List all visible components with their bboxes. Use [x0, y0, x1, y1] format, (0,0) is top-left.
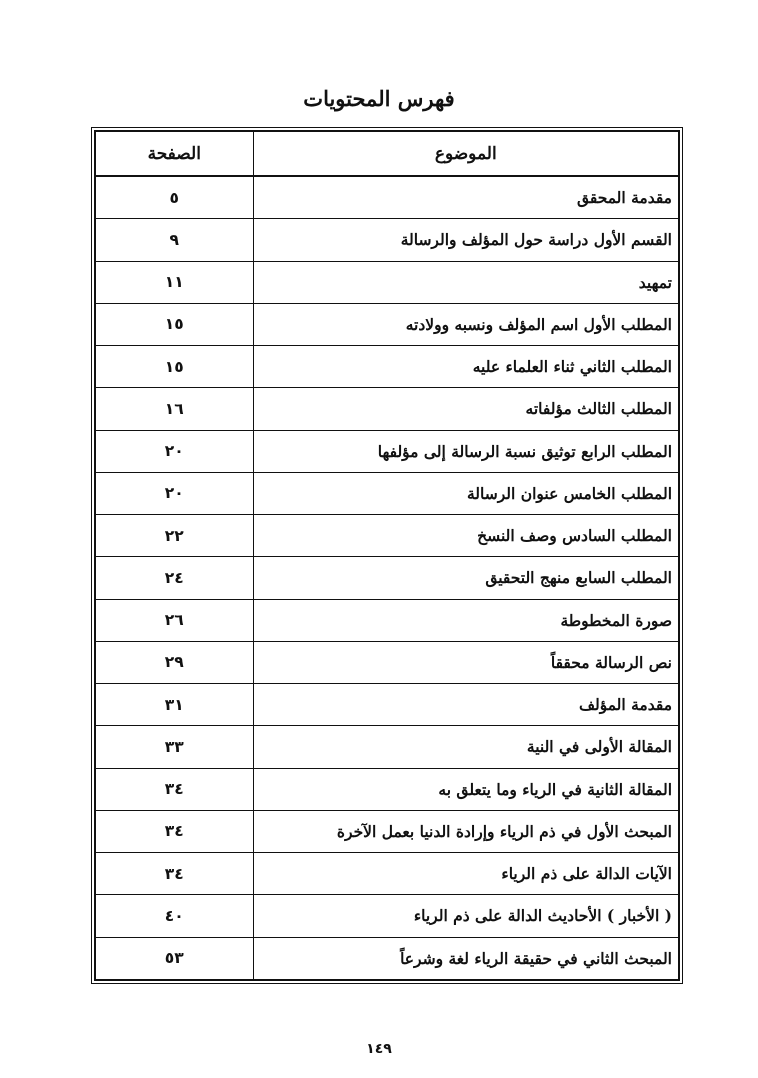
page-cell: ٥: [95, 176, 253, 219]
page-cell: ١٦: [95, 388, 253, 430]
table-row: [95, 261, 679, 303]
table-row: [95, 176, 679, 219]
topic-cell: نص الرسالة محققاً: [253, 641, 679, 683]
topic-header: الموضوع: [253, 131, 679, 176]
page-cell: ٢٦: [95, 599, 253, 641]
topic-cell: المطلب الثالث مؤلفاته: [253, 388, 679, 430]
table-row: [95, 557, 679, 599]
topic-cell: المطلب الخامس عنوان الرسالة: [253, 472, 679, 514]
page-cell: ٣٣: [95, 726, 253, 768]
page-cell: ٢٢: [95, 515, 253, 557]
page-cell: ٥٣: [95, 937, 253, 980]
topic-cell: المقالة الثانية في الرياء وما يتعلق به: [253, 768, 679, 810]
table-row: [95, 810, 679, 852]
page-cell: ٣٤: [95, 853, 253, 895]
table-row: [95, 599, 679, 641]
table-row: [95, 472, 679, 514]
table-row: [95, 853, 679, 895]
topic-cell: الآيات الدالة على ذم الرياء: [253, 853, 679, 895]
page-cell: ٩: [95, 219, 253, 261]
topic-cell: المطلب الثاني ثناء العلماء عليه: [253, 346, 679, 388]
topic-cell: مقدمة المحقق: [253, 176, 679, 219]
page-cell: ١١: [95, 261, 253, 303]
table-row: [95, 895, 679, 937]
topic-cell: تمهيد: [253, 261, 679, 303]
topic-cell: المبحث الثاني في حقيقة الرياء لغة وشرعاً: [253, 937, 679, 980]
page-cell: ٣١: [95, 684, 253, 726]
page-cell: ٣٤: [95, 768, 253, 810]
page-cell: ٤٠: [95, 895, 253, 937]
page-title: فهرس المحتويات: [303, 86, 455, 111]
table-row: [95, 388, 679, 430]
table-row: [95, 219, 679, 261]
page-cell: ٢٠: [95, 472, 253, 514]
page-number: ١٤٩: [366, 1041, 392, 1057]
topic-cell: مقدمة المؤلف: [253, 684, 679, 726]
table-row: [95, 726, 679, 768]
topic-cell: المقالة الأولى في النية: [253, 726, 679, 768]
table-row: [95, 346, 679, 388]
table-row: [95, 768, 679, 810]
topic-cell: المطلب السابع منهج التحقيق: [253, 557, 679, 599]
table-row: [95, 515, 679, 557]
page-cell: ٣٤: [95, 810, 253, 852]
table-row: [95, 937, 679, 980]
topic-cell: القسم الأول دراسة حول المؤلف والرسالة: [253, 219, 679, 261]
page-cell: ٢٠: [95, 430, 253, 472]
page-cell: ٢٩: [95, 641, 253, 683]
page-cell: ٢٤: [95, 557, 253, 599]
topic-cell: المطلب السادس وصف النسخ: [253, 515, 679, 557]
topic-cell: صورة المخطوطة: [253, 599, 679, 641]
topic-cell: ( الأخبار ) الأحاديث الدالة على ذم الرياء: [253, 895, 679, 937]
table-row: [95, 684, 679, 726]
table-row: [95, 430, 679, 472]
page-cell: ١٥: [95, 303, 253, 345]
page-cell: ١٥: [95, 346, 253, 388]
topic-cell: المبحث الأول في ذم الرياء وإرادة الدنيا بعمل الآخرة: [253, 810, 679, 852]
table-row: [95, 303, 679, 345]
topic-cell: المطلب الرابع توثيق نسبة الرسالة إلى مؤلفها: [253, 430, 679, 472]
page-header: الصفحة: [95, 131, 253, 176]
toc-table: [94, 130, 680, 981]
table-row: [95, 641, 679, 683]
header-row: [95, 131, 679, 176]
toc-frame: [91, 127, 683, 984]
topic-cell: المطلب الأول اسم المؤلف ونسبه وولادته: [253, 303, 679, 345]
